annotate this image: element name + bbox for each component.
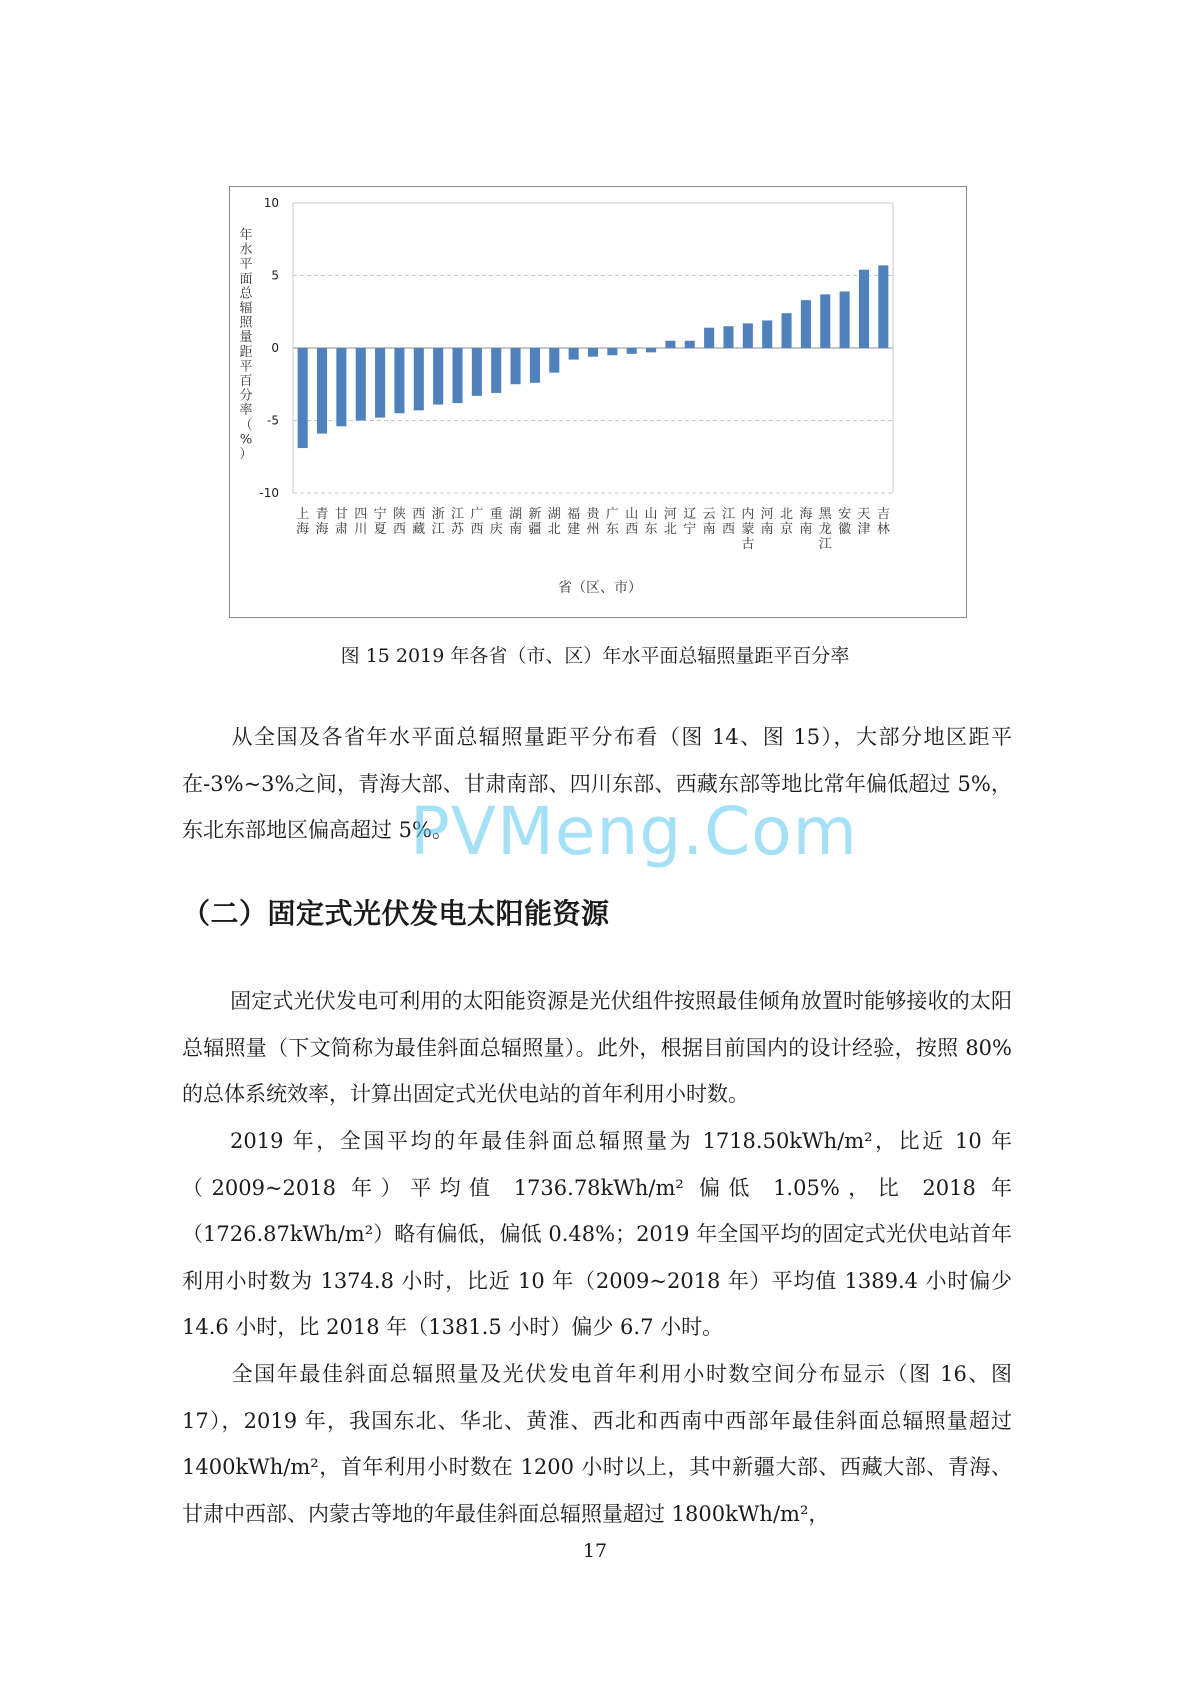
y-tick-labels: [259, 196, 279, 500]
x-tick-label: 河南: [760, 507, 774, 537]
bar: [433, 348, 443, 405]
x-tick-label: 浙江: [431, 507, 445, 537]
figure-caption: 图 15 2019 年各省（市、区）年水平面总辐照量距平百分率: [340, 645, 850, 667]
x-tick-label: 黑龙江: [818, 507, 832, 552]
paragraph-4-text: 全国年最佳斜面总辐照量及光伏发电首年利用小时数空间分布显示（图 16、图 17），2019 年，我国东北、华北、黄淮、西北和西南中西部年最佳斜面总辐照量超过 1400kWh/m²，首年利用小时数在 1200 小时以上，其中新疆大部、西藏大部、青海、甘肃中西部、内蒙古等地的年最佳斜面总辐照量超过 1800kWh/m²，: [182, 1362, 1012, 1526]
paragraph-2: [182, 978, 1012, 1118]
bar: [356, 348, 366, 421]
bar-chart: [230, 187, 966, 617]
x-tick-label: 北京: [780, 507, 794, 537]
x-tick-label: 江西: [721, 507, 735, 537]
bar: [646, 348, 656, 352]
section-heading: （二）固定式光伏发电太阳能资源: [182, 897, 610, 930]
bar: [394, 348, 404, 413]
y-axis-label-text: 年水平面总辐照量距平百分率（%）: [239, 228, 253, 463]
bar: [298, 348, 308, 448]
bar: [878, 265, 888, 348]
x-tick-label: 辽宁: [683, 507, 697, 537]
bar: [704, 328, 714, 348]
bar: [317, 348, 327, 434]
bar: [762, 320, 772, 348]
bar: [491, 348, 501, 393]
x-tick-label: 青海: [315, 507, 329, 537]
x-tick-label: 新疆: [528, 507, 542, 537]
bar: [665, 341, 675, 348]
x-tick-label: 海南: [799, 507, 813, 537]
x-tick-label: 广东: [605, 507, 619, 537]
x-tick-label: 重庆: [489, 507, 503, 537]
bar: [782, 313, 792, 348]
bar: [840, 291, 850, 348]
x-tick-label: 广西: [470, 507, 484, 537]
bar: [801, 300, 811, 348]
watermark: PVMeng.Com: [410, 793, 858, 870]
x-tick-label: 内蒙古: [741, 507, 755, 552]
bar: [472, 348, 482, 396]
bar: [511, 348, 521, 384]
x-axis-label: 省（区、市）: [558, 580, 642, 596]
paragraph-1-text: 从全国及各省年水平面总辐照量距平分布看（图 14、图 15），大部分地区距平在-3%~3%之间，青海大部、甘肃南部、四川东部、西藏东部等地比常年偏低超过 5%，东北东部地区偏高超过 5%。: [182, 725, 1012, 843]
x-tick-labels: [296, 506, 890, 552]
paragraph-1: [182, 714, 1012, 854]
x-tick-label: 贵州: [586, 507, 600, 537]
bar: [859, 270, 869, 348]
y-tick-label: 10: [263, 196, 279, 210]
x-tick-label: 河北: [663, 507, 677, 537]
x-tick-label: 云南: [702, 507, 716, 537]
bar: [588, 348, 598, 357]
page-number: 17: [582, 1540, 608, 1562]
bar: [452, 348, 462, 403]
x-tick-label: 安徽: [838, 507, 852, 537]
x-tick-label: 江苏: [451, 507, 465, 537]
x-tick-label: 山东: [644, 507, 658, 537]
paragraph-2-text: 固定式光伏发电可利用的太阳能资源是光伏组件按照最佳倾角放置时能够接收的太阳总辐照量（下文简称为最佳斜面总辐照量）。此外，根据目前国内的设计经验，按照 80%的总体系统效率，计算出固定式光伏电站的首年利用小时数。: [182, 989, 1012, 1107]
paragraph-3: [182, 1118, 1012, 1351]
x-tick-label: 上海: [296, 507, 310, 537]
x-tick-label: 宁夏: [373, 507, 387, 537]
chart-figure: [229, 186, 967, 618]
x-tick-label: 陕西: [392, 507, 406, 537]
y-tick-label: 0: [271, 341, 279, 355]
bar: [820, 294, 830, 348]
bar: [607, 348, 617, 355]
x-tick-label: 山西: [625, 507, 639, 537]
bar: [685, 341, 695, 348]
y-tick-label: -10: [259, 486, 279, 500]
x-tick-label: 湖北: [547, 507, 561, 537]
bar: [549, 348, 559, 373]
bar: [375, 348, 385, 418]
bar: [414, 348, 424, 410]
x-tick-label: 西藏: [412, 507, 426, 537]
bar: [743, 323, 753, 348]
x-tick-label: 甘肃: [334, 507, 348, 537]
paragraph-4: [182, 1351, 1012, 1537]
x-tick-label: 天津: [857, 507, 871, 537]
y-tick-label: 5: [271, 268, 279, 283]
x-tick-label: 吉林: [876, 507, 890, 537]
y-axis-label: [239, 227, 253, 462]
x-tick-label: 福建: [567, 507, 581, 537]
x-tick-label: 湖南: [509, 507, 523, 537]
bar: [530, 348, 540, 383]
y-tick-label: -5: [267, 413, 279, 428]
bar: [627, 348, 637, 354]
bar: [336, 348, 346, 426]
bar: [723, 326, 733, 348]
bar: [569, 348, 579, 360]
x-tick-label: 四川: [354, 507, 368, 537]
paragraph-3-text: 2019 年，全国平均的年最佳斜面总辐照量为 1718.50kWh/m²，比近 10 年（2009~2018 年）平均值 1736.78kWh/m² 偏低 1.05%，比 2018 年（1726.87kWh/m²）略有偏低，偏低 0.48%；2019 年全国平均的固定式光伏电站首年利用小时数为 1374.8 小时，比近 10 年（2009~2018 年）平均值 1389.4 小时偏少 14.6 小时，比 2018 年（1381.5 小时）偏少 6.7 小时。: [182, 1129, 1012, 1340]
